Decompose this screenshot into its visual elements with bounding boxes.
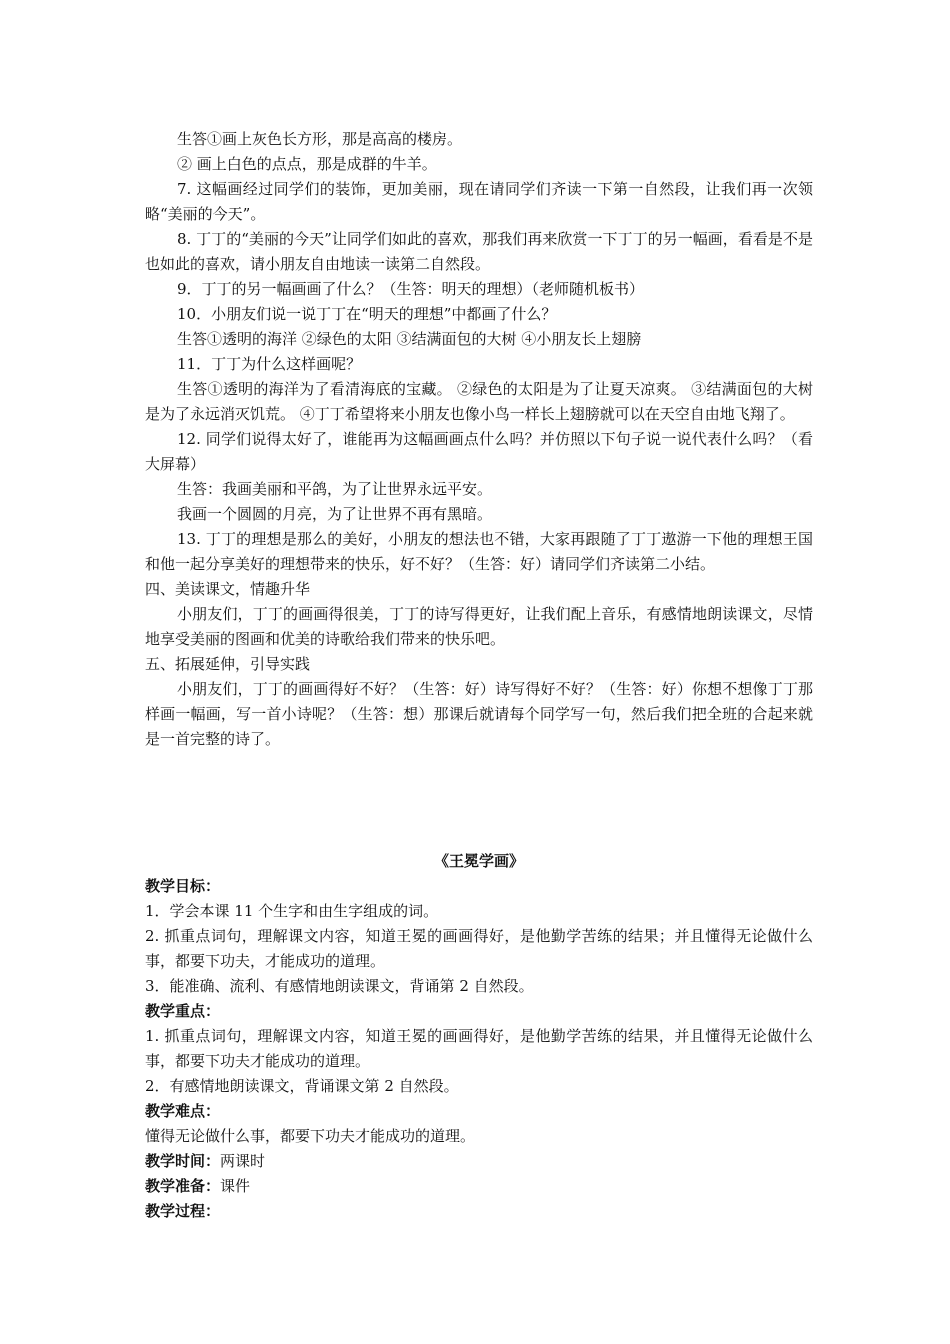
time-value: 两课时 [220,1152,266,1170]
paragraph: 12. 同学们说得太好了，谁能再为这幅画画点什么吗？并仿照以下句子说一说代表什么吗？（看大屏幕） [145,430,813,473]
paragraph: 生答①透明的海洋 ②绿色的太阳 ③结满面包的大树 ④小朋友长上翅膀 [177,330,642,348]
paragraph: 13. 丁丁的理想是那么的美好，小朋友的想法也不错，大家再跟随了丁丁遨游一下他的理想王国和他一起分享美好的理想带来的快乐，好不好？（生答：好）请同学们齐读第二小结。 [145,530,813,573]
time-heading: 教学时间： [145,1152,221,1170]
process-heading: 教学过程： [145,1202,221,1220]
paragraph: 小朋友们，丁丁的画画得很美，丁丁的诗写得更好，让我们配上音乐，有感情地朗读课文，尽情地享受美丽的图画和优美的诗歌给我们带来的快乐吧。 [145,605,813,648]
paragraph: 11．丁丁为什么这样画呢？ [177,355,362,373]
paragraph: 小朋友们，丁丁的画画得好不好？（生答：好）诗写得好不好？（生答：好）你想不想像丁丁那样画一幅画，写一首小诗呢？（生答：想）那课后就请每个同学写一句，然后我们把全班的合起来就是一首完整的诗了。 [145,680,813,748]
lesson-continuation [145,127,813,752]
teaching-prep-line [145,1174,813,1199]
difficulty-item: 懂得无论做什么事，都要下功夫才能成功的道理。 [145,1127,476,1145]
paragraph: 生答①画上灰色长方形，那是高高的楼房。 [177,130,463,148]
goal-item: 2. 抓重点词句，理解课文内容，知道王冕的画画得好，是他勤学苦练的结果；并且懂得无论做什么事，都要下功夫，才能成功的道理。 [145,927,813,970]
section-heading: 四、美读课文，情趣升华 [145,580,311,598]
key-point-item: 2．有感情地朗读课文，背诵课文第 2 自然段。 [145,1077,459,1095]
paragraph: 7. 这幅画经过同学们的装饰，更加美丽，现在请同学们齐读一下第一自然段，让我们再一次领略“美丽的今天”。 [145,180,813,223]
teaching-time-line [145,1149,813,1174]
paragraph: 生答：我画美丽和平鸽，为了让世界永远平安。 [177,480,493,498]
key-point-item: 1. 抓重点词句，理解课文内容，知道王冕的画画得好，是他勤学苦练的结果，并且懂得无论做什么事，都要下功夫才能成功的道理。 [145,1027,813,1070]
lesson-title: 《王冕学画》 [433,852,524,870]
paragraph: 生答①透明的海洋为了看清海底的宝藏。 ②绿色的太阳是为了让夏天凉爽。 ③结满面包的大树是为了永远消灭饥荒。 ④丁丁希望将来小朋友也像小鸟一样长上翅膀就可以在天空自由地飞翔了。 [145,380,813,423]
section-heading: 五、拓展延伸，引导实践 [145,655,311,673]
paragraph: 8. 丁丁的“美丽的今天”让同学们如此的喜欢，那我们再来欣赏一下丁丁的另一幅画，看看是不是也如此的喜欢，请小朋友自由地读一读第二自然段。 [145,230,813,273]
prep-value: 课件 [220,1177,251,1195]
goal-item: 1．学会本课 11 个生字和由生字组成的词。 [145,902,439,920]
paragraph: 10．小朋友们说一说丁丁在“明天的理想”中都画了什么？ [177,305,557,323]
goals-heading: 教学目标： [145,877,221,895]
paragraph: 9．丁丁的另一幅画画了什么？（生答：明天的理想）（老师随机板书） [177,280,645,298]
key-points-heading: 教学重点： [145,1002,221,1020]
paragraph: 我画一个圆圆的月亮，为了让世界不再有黑暗。 [177,505,493,523]
prep-heading: 教学准备： [145,1177,221,1195]
difficulty-heading: 教学难点： [145,1102,221,1120]
goal-item: 3．能准确、流利、有感情地朗读课文，背诵第 2 自然段。 [145,977,534,995]
paragraph: ② 画上白色的点点，那是成群的牛羊。 [177,155,437,173]
lesson-plan-wangmian [145,849,813,1224]
